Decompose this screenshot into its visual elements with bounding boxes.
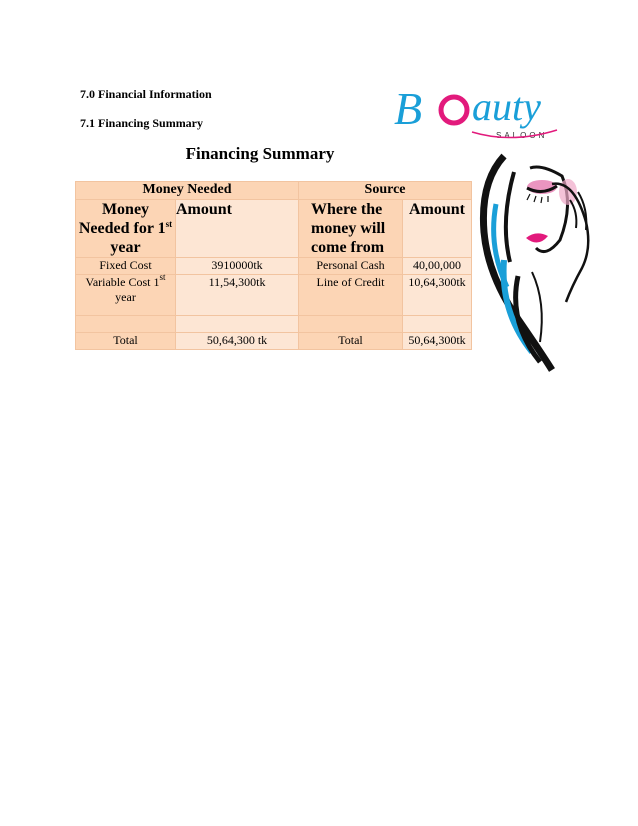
- cell-item: Fixed Cost: [76, 258, 176, 275]
- cell-total-source-amount: 50,64,300tk: [403, 333, 472, 350]
- table-total-row: [76, 333, 472, 350]
- table-row: [76, 258, 472, 275]
- subsection-heading: 7.1 Financing Summary: [80, 116, 204, 130]
- cell-amount: [176, 316, 299, 333]
- cell-source: Personal Cash: [299, 258, 403, 275]
- cell-total-amount: 50,64,300 tk: [176, 333, 299, 350]
- cell-source: [299, 316, 403, 333]
- cell-source-amount: 40,00,000: [403, 258, 472, 275]
- header-amount-right: Amount: [403, 200, 472, 258]
- cell-total-label: Total: [76, 333, 176, 350]
- cell-amount: 3910000tk: [176, 258, 299, 275]
- logo-word-rest: auty: [472, 84, 541, 129]
- cell-item: [76, 316, 176, 333]
- logo-b-letter: B: [394, 83, 423, 134]
- table-group-header-row: [76, 182, 472, 200]
- table-row: [76, 316, 472, 333]
- table-header-row: [76, 200, 472, 258]
- group-header-source: Source: [299, 182, 472, 200]
- cell-source-amount: [403, 316, 472, 333]
- section-heading: 7.0 Financial Information: [80, 87, 212, 101]
- cell-item: Variable Cost 1st year: [76, 275, 176, 316]
- header-amount-left: Amount: [176, 200, 299, 258]
- cell-source-amount: 10,64,300tk: [403, 275, 472, 316]
- logo-e-swirl-icon: [441, 97, 467, 123]
- group-header-money-needed: Money Needed: [76, 182, 299, 200]
- table-row: [76, 275, 472, 316]
- financing-summary-table: [75, 181, 472, 350]
- cell-amount: 11,54,300tk: [176, 275, 299, 316]
- header-where-money: Where the money will come from: [299, 200, 403, 258]
- woman-face-icon: [483, 156, 588, 370]
- logo-tagline: SALOON: [496, 131, 548, 140]
- cell-source: Line of Credit: [299, 275, 403, 316]
- table-title: Financing Summary: [185, 144, 335, 163]
- cell-total-label-right: Total: [299, 333, 403, 350]
- header-money-needed: Money Needed for 1st year: [76, 200, 176, 258]
